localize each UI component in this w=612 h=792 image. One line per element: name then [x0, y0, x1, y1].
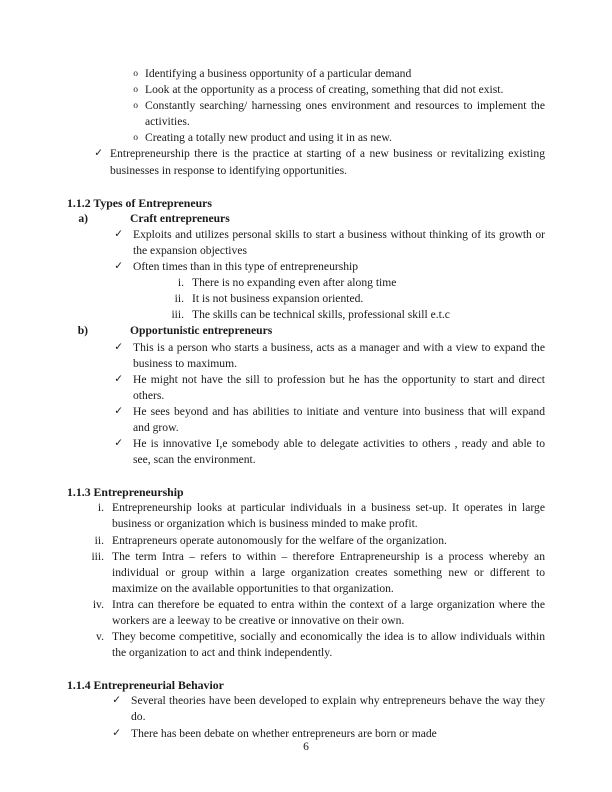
list-item-text: Look at the opportunity as a process of creating, something that did not exist.: [145, 83, 504, 97]
section-heading-113: 1.1.3 Entrepreneurship: [67, 485, 184, 500]
list-item-text: They become competitive, socially and economically the idea is to allow individuals within the organization to act and think independently.: [112, 630, 545, 660]
roman-marker-i: i.: [97, 501, 104, 515]
list-item-text: This is a person who starts a business, acts as a manager and with a view to expand the business to maximum.: [133, 340, 545, 370]
list-item-text: There has been debate on whether entrepreneurs are born or made: [131, 726, 437, 740]
section-spacer: [67, 468, 545, 484]
section-112: [67, 195, 545, 469]
alpha-marker-a: a): [78, 211, 88, 225]
list-item: [67, 404, 545, 436]
list-item-text: There is no expanding even after along time: [192, 276, 397, 290]
check-bullet-icon: ✓: [114, 405, 123, 417]
list-item: [67, 275, 545, 291]
summary-item: [67, 146, 545, 178]
section-heading-114: 1.1.4 Entrepreneurial Behavior: [67, 678, 224, 693]
roman-marker-iii: iii.: [171, 308, 184, 322]
circle-bullet-icon: o: [133, 133, 138, 144]
section-spacer: [67, 661, 545, 677]
page-content: [67, 66, 545, 742]
circle-bullet-icon: o: [133, 69, 138, 79]
roman-marker-i: i.: [177, 276, 184, 290]
list-item-text: Creating a totally new product and using it in as new.: [145, 131, 392, 145]
list-item-text: Several theories have been developed to explain why entrepreneurs behave the way they do.: [131, 694, 545, 724]
list-item: [67, 597, 545, 629]
list-item: [67, 130, 545, 146]
subsection-a-header: [67, 211, 545, 227]
list-item: [67, 82, 545, 98]
section-114: [67, 677, 545, 741]
subsection-b-header: [67, 323, 545, 339]
check-bullet-icon: ✓: [114, 261, 123, 273]
list-item: [67, 629, 545, 661]
list-item-text: Entrapreneurs operate autonomously for the welfare of the organization.: [112, 533, 447, 547]
list-item: [67, 259, 545, 275]
top-bullet-list: [67, 66, 545, 179]
list-item-text: Intra can therefore be equated to entra within the context of a large organization where the workers are a leeway to be creative or innovative on their own.: [112, 597, 545, 627]
roman-marker-iv: iv.: [92, 597, 104, 611]
roman-marker-iii: iii.: [91, 549, 104, 563]
list-item: [67, 372, 545, 404]
section-heading-112: 1.1.2 Types of Entrepreneurs: [67, 195, 212, 210]
list-item-text: Entrepreneurship looks at particular individuals in a business set-up. It operates in large business or organization which is business minded to make profit.: [112, 501, 545, 531]
subsection-b-title: Opportunistic entrepreneurs: [130, 324, 273, 338]
list-item: [67, 98, 545, 130]
list-item: [67, 291, 545, 307]
list-item: [67, 227, 545, 259]
list-item-text: Often times than in this type of entrepreneurship: [133, 260, 359, 274]
list-item-text: Constantly searching/ harnessing ones environment and resources to implement the activities.: [145, 99, 545, 129]
check-bullet-icon: ✓: [114, 438, 123, 450]
list-item: [67, 307, 545, 323]
check-bullet-icon: ✓: [94, 148, 103, 160]
roman-marker-ii: ii.: [94, 533, 104, 547]
list-item: [67, 340, 545, 372]
list-item: [67, 549, 545, 597]
alpha-marker-b: b): [77, 324, 88, 338]
roman-marker-ii: ii.: [174, 292, 184, 306]
roman-marker-v: v.: [96, 630, 104, 644]
summary-text: Entrepreneurship there is the practice at starting of a new business or revitalizing existing businesses in response to identifying opportunities.: [110, 147, 545, 177]
list-item-text: Identifying a business opportunity of a particular demand: [145, 67, 412, 80]
list-item-text: He is innovative I,e somebody able to delegate activities to others , ready and able to see, scan the environment.: [133, 437, 545, 467]
list-item-text: It is not business expansion oriented.: [192, 292, 364, 306]
check-bullet-icon: ✓: [114, 341, 123, 353]
circle-bullet-icon: o: [133, 85, 138, 96]
section-113: [67, 484, 545, 661]
list-item: [67, 66, 545, 82]
list-item-text: The term Intra – refers to within – therefore Entrapreneurship is a process whereby an individual or group within a large organization creates something new or different to maximize on the available opportunities to that organization.: [112, 549, 545, 595]
list-item-text: Exploits and utilizes personal skills to start a business without thinking of its growth or the expansion objectives: [133, 227, 545, 257]
check-bullet-icon: ✓: [114, 373, 123, 385]
list-item-text: He might not have the sill to profession but he has the opportunity to start and direct others.: [133, 372, 545, 402]
list-item-text: He sees beyond and has abilities to initiate and venture into business that will expand and grow.: [133, 404, 545, 434]
check-bullet-icon: ✓: [112, 727, 121, 739]
section-spacer: [67, 179, 545, 195]
circle-bullet-icon: o: [133, 101, 138, 112]
list-item: [67, 436, 545, 468]
list-item-text: The skills can be technical skills, professional skill e.t.c: [192, 308, 450, 322]
list-item: [67, 693, 545, 725]
list-item: [67, 533, 545, 549]
page-number: 6: [303, 740, 309, 753]
subsection-a-title: Craft entrepreneurs: [130, 211, 230, 225]
check-bullet-icon: ✓: [112, 695, 121, 707]
list-item: [67, 500, 545, 532]
check-bullet-icon: ✓: [114, 228, 123, 240]
